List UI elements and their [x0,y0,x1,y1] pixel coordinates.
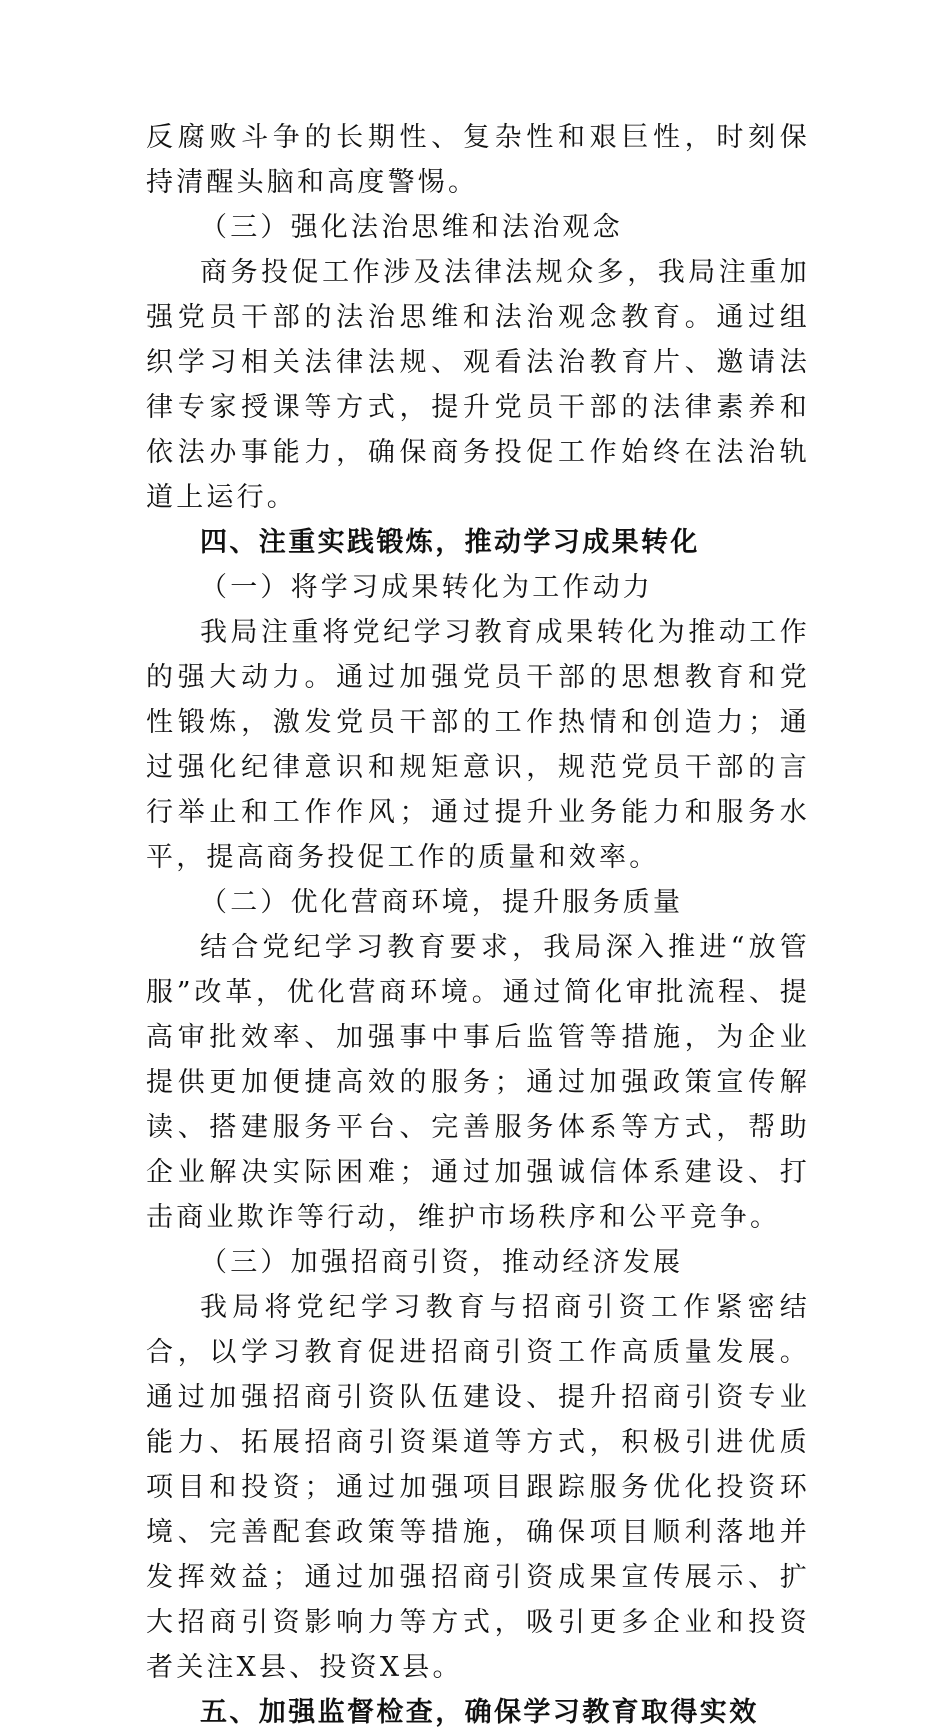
subsection-heading-4-3: （三）加强招商引资，推动经济发展 [200,1247,684,1278]
paragraph-4-1: 我局注重将党纪学习教育成果转化为推动工作的强大动力。通过加强党员干部的思想教育和党性锻炼，激发党员干部的工作热情和创造力；通过强化纪律意识和规矩意识，规范党员干部的言行举止和工作作风；通过提升业务能力和服务水平，提高商务投促工作的质量和效率。 [146,617,810,873]
subsection-heading-3-3: （三）强化法治思维和法治观念 [200,212,623,243]
section-heading-5: 五、加强监督检查，确保学习教育取得实效 [200,1697,759,1728]
subsection-heading-4-1: （一）将学习成果转化为工作动力 [200,572,653,603]
section-heading-4: 四、注重实践锻炼，推动学习成果转化 [200,527,700,558]
paragraph-continued: 反腐败斗争的长期性、复杂性和艰巨性，时刻保持清醒头脑和高度警惕。 [146,122,810,198]
paragraph-4-3: 我局将党纪学习教育与招商引资工作紧密结合，以学习教育促进招商引资工作高质量发展。通过加强招商引资队伍建设、提升招商引资专业能力、拓展招商引资渠道等方式，积极引进优质项目和投资；通过加强项目跟踪服务优化投资环境、完善配套政策等措施，确保项目顺利落地并发挥效益；通过加强招商引资成果宣传展示、扩大招商引资影响力等方式，吸引更多企业和投资者关注X县、投资X县。 [146,1292,810,1683]
subsection-heading-4-2: （二）优化营商环境，提升服务质量 [200,887,684,918]
document-body [146,115,810,1735]
paragraph-4-2: 结合党纪学习教育要求，我局深入推进“放管服”改革，优化营商环境。通过简化审批流程、提高审批效率、加强事中事后监管等措施，为企业提供更加便捷高效的服务；通过加强政策宣传解读、搭建服务平台、完善服务体系等方式，帮助企业解决实际困难；通过加强诚信体系建设、打击商业欺诈等行动，维护市场秩序和公平竞争。 [146,932,810,1233]
paragraph-3-3: 商务投促工作涉及法律法规众多，我局注重加强党员干部的法治思维和法治观念教育。通过组织学习相关法律法规、观看法治教育片、邀请法律专家授课等方式，提升党员干部的法律素养和依法办事能力，确保商务投促工作始终在法治轨道上运行。 [146,257,810,513]
